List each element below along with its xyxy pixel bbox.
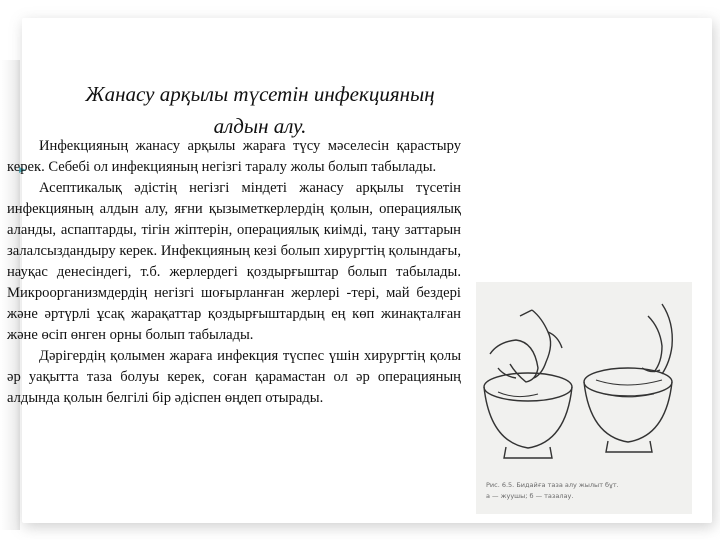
paragraph-3: Дәрігердің қолымен жараға инфекция түспес үшін хирургтің қолы әр уақытта таза болуы керек, соған қарамастан ол әр операцияның алдында қолын белгілі бір әдіспен өңдеп отырады.	[7, 348, 461, 406]
title-line-1: Жанасу арқылы түсетін инфекцияның	[85, 82, 435, 106]
handwashing-illustration	[476, 282, 692, 514]
title-line-2: алдын алу.	[213, 114, 307, 138]
figure-caption-1: Рис. 6.5. Бидайға таза алу жылыт бұт.	[486, 481, 619, 489]
figure-caption-2: а — жуушы; б — тазалау.	[486, 492, 574, 500]
paragraph-2: Асептикалық әдістің негізгі міндеті жанасу арқылы түсетін инфекцияның алдын алу, яғни қызыметкерлердің қолын, операциялық аланды, аспаптарды, тігін жіптерін, операциялық киімді, таңу заттарын залалсыздандыру керек. Инфекцияның кезі болып хирургтің қолындағы, науқас денесіндегі, т.б. жерлердегі қоздырғыштар болып табылады. Микроорганизмдердің негізгі шоғырланған жерлері -тері, май бездері және әртүрлі ұсақ жарақаттар қоздырғыштардың ең көп жинақталған және өсіп өнген орны болып табылады.	[7, 180, 461, 343]
page-title	[40, 78, 480, 142]
handwashing-figure	[476, 282, 692, 514]
paragraph-1: Инфекцияның жанасу арқылы жараға түсу мәселесін қарастыру керек. Себебі ол инфекцияның негізгі таралу жолы болып табылады.	[7, 138, 461, 175]
body-text	[7, 136, 461, 409]
